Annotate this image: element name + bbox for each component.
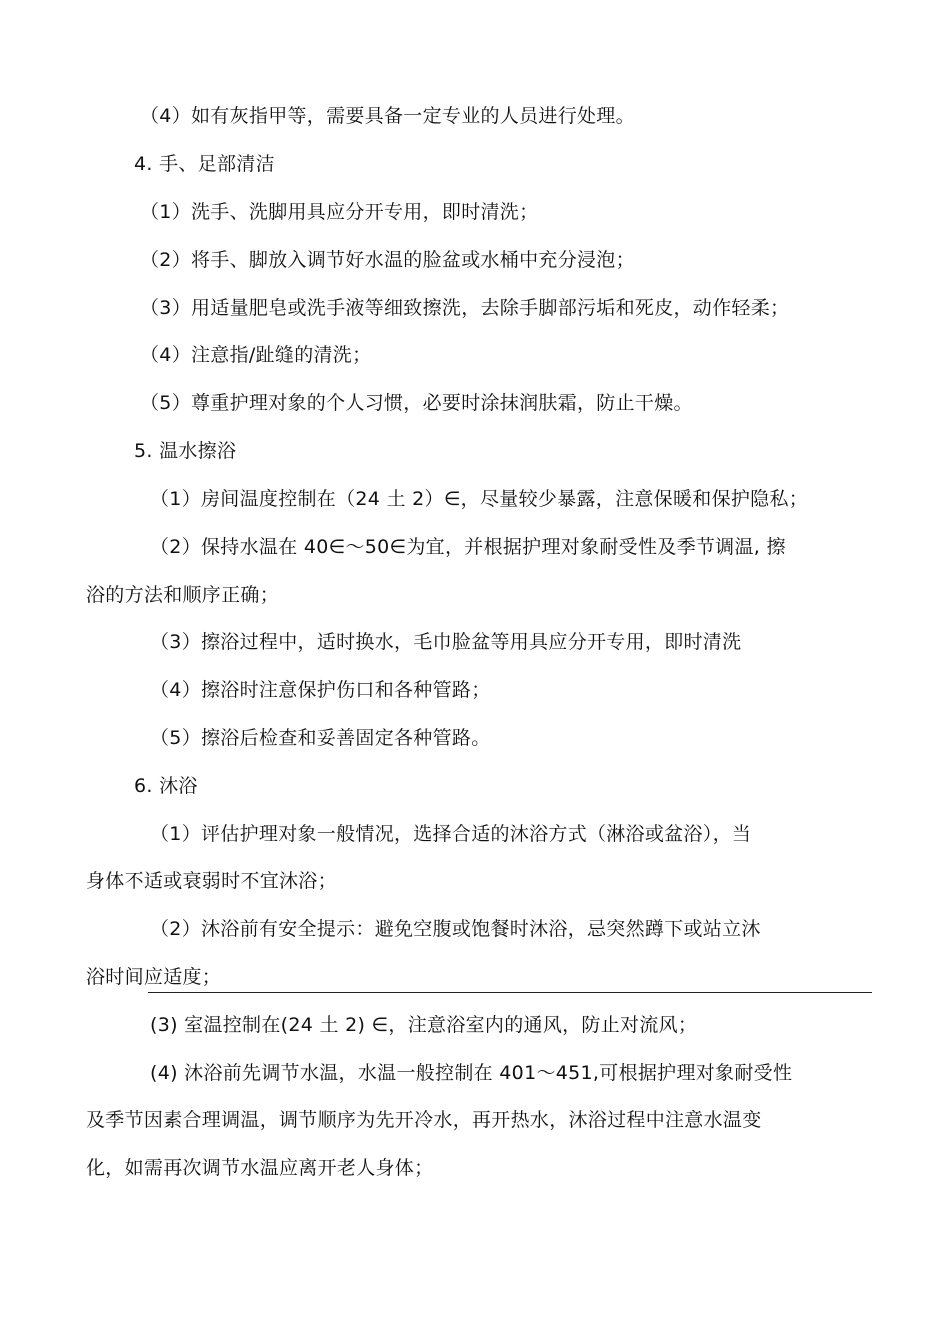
text-line-16: （1）评估护理对象一般情况，选择合适的沐浴方式（淋浴或盆浴），当 [150,823,752,845]
section-heading-4: 4. 手、足部清洁 [134,153,275,175]
text-line-7: （5）尊重护理对象的个人习惯，必要时涂抹润肤霜，防止干燥。 [140,392,693,414]
text-line-5: （3）用适量肥皂或洗手液等细致擦洗，去除手脚部污垢和死皮，动作轻柔； [140,297,790,319]
text-line-13: （4）擦浴时注意保护伤口和各种管路； [150,679,491,701]
text-line-22: 及季节因素合理调温，调节顺序为先开冷水，再开热水，沐浴过程中注意水温变 [86,1109,762,1131]
section-heading-5: 5. 温水擦浴 [134,440,237,462]
horizontal-rule [148,992,872,993]
text-line-9: （1）房间温度控制在（24 土 2）∈，尽量较少暴露，注意保暖和保护隐私； [150,488,809,510]
text-line-17: 身体不适或衰弱时不宜沐浴； [86,870,337,892]
text-line-10: （2）保持水温在 40∈〜50∈为宜，并根据护理对象耐受性及季节调温, 擦 [150,536,786,558]
section-heading-6: 6. 沐浴 [134,775,198,797]
text-line-3: （1）洗手、洗脚用具应分开专用，即时清洗； [140,201,539,223]
text-line-1: （4）如有灰指甲等，需要具备一定专业的人员进行处理。 [140,105,635,127]
text-line-4: （2）将手、脚放入调节好水温的脸盆或水桶中充分浸泡； [140,249,635,271]
text-line-19: 浴时间应适度； [86,966,222,988]
text-line-20: (3) 室温控制在(24 土 2) ∈，注意浴室内的通风，防止对流风； [150,1014,698,1036]
text-line-12: （3）擦浴过程中，适时换水，毛巾脸盆等用具应分开专用，即时清洗 [150,631,742,653]
text-line-21: (4) 沐浴前先调节水温，水温一般控制在 401〜451,可根据护理对象耐受性 [150,1062,793,1084]
text-line-18: （2）沐浴前有安全提示：避免空腹或饱餐时沐浴，忌突然蹲下或站立沐 [150,918,761,940]
text-line-14: （5）擦浴后检查和妥善固定各种管路。 [150,727,491,749]
text-line-6: （4）注意指/趾缝的清洗； [140,344,372,366]
text-line-23: 化，如需再次调节水温应离开老人身体； [86,1157,434,1179]
text-line-11: 浴的方法和顺序正确； [86,584,280,606]
